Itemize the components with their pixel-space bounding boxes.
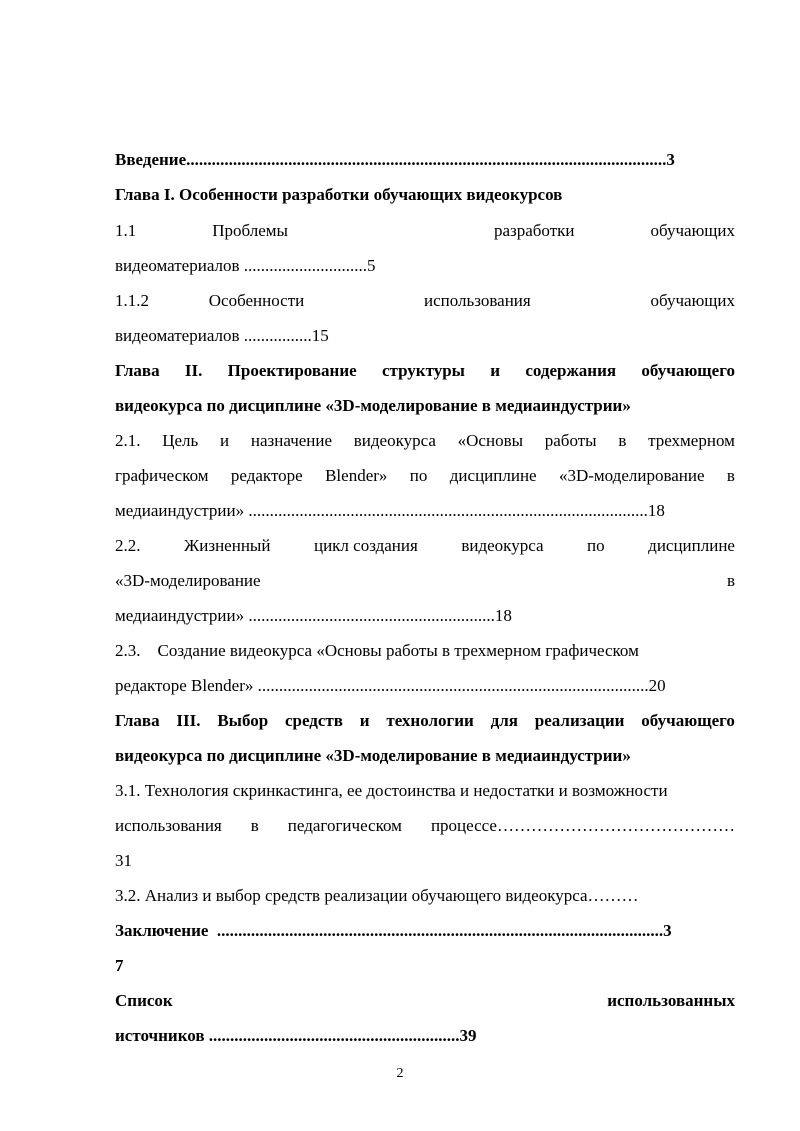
toc-word: обучающих	[650, 291, 735, 310]
toc-word: средств	[284, 711, 343, 730]
toc-word: 1.1	[115, 221, 137, 240]
toc-chapter-3-line2: видеокурса по дисциплине «3D-моделирование в медиаиндустрии»	[115, 746, 631, 765]
toc-intro: Введение.................................................................................................................3	[115, 150, 675, 169]
toc-word: содержания	[525, 361, 617, 380]
toc-word: в	[726, 466, 735, 485]
toc-word: обучающего	[641, 711, 735, 730]
toc-word: II.	[184, 361, 203, 380]
toc-chapter-2-line1	[115, 361, 735, 381]
toc-word: педагогическом	[287, 816, 402, 835]
toc-section-2-2-line2	[115, 571, 735, 591]
toc-word: использования	[423, 291, 531, 310]
toc-word: Особенности	[208, 291, 305, 310]
toc-word: Проблемы	[212, 221, 288, 240]
toc-conclusion-page: 7	[115, 956, 124, 975]
toc-word: 1.1.2	[115, 291, 149, 310]
toc-word: структуры	[381, 361, 465, 380]
toc-word: и	[359, 711, 370, 730]
toc-chapter-2-line2: видеокурса по дисциплине «3D-моделирование в медиаиндустрии»	[115, 396, 631, 415]
toc-section-2-1-line2	[115, 466, 735, 486]
toc-section-2-3-line2: редакторе Blender» ............................................................................................20	[115, 676, 666, 695]
toc-word: Список	[115, 991, 173, 1010]
toc-word: «3D-моделирование	[115, 571, 261, 590]
toc-section-3-2: 3.2. Анализ и выбор средств реализации обучающего видеокурса………	[115, 886, 639, 905]
toc-word: редакторе	[230, 466, 303, 485]
toc-word: дисциплине	[449, 466, 537, 485]
toc-section-1-1-line2: видеоматериалов .............................5	[115, 256, 376, 275]
toc-section-2-1-line3: медиаиндустрии» ..............................................................................................18	[115, 501, 665, 520]
toc-word: и	[490, 361, 501, 380]
toc-section-2-2-line3: медиаиндустрии» ..........................................................18	[115, 606, 512, 625]
toc-word: работы	[544, 431, 597, 450]
toc-references-line2: источников ...........................................................39	[115, 1026, 477, 1045]
toc-references-line1	[115, 991, 735, 1011]
toc-chapter-3-line1	[115, 711, 735, 731]
toc-word: в	[250, 816, 259, 835]
toc-word: в	[618, 431, 627, 450]
toc-word: назначение	[250, 431, 333, 450]
toc-word: 2.2.	[115, 536, 141, 555]
toc-section-2-3-line1: 2.3. Создание видеокурса «Основы работы в трехмерном графическом	[115, 641, 639, 660]
toc-section-1-1-2-line1	[115, 291, 735, 311]
toc-word: Цель	[162, 431, 199, 450]
toc-section-2-1-line1	[115, 431, 735, 451]
toc-word: цикл создания	[313, 536, 418, 555]
toc-word: Проектирование	[227, 361, 357, 380]
toc-word: «Основы	[457, 431, 524, 450]
toc-word: дисциплине	[648, 536, 735, 555]
toc-word: разработки	[493, 221, 575, 240]
toc-word: обучающих	[650, 221, 735, 240]
toc-word: обучающего	[641, 361, 735, 380]
toc-word: Глава	[115, 711, 160, 730]
toc-word: Выбор	[217, 711, 269, 730]
toc-section-3-1-page: 31	[115, 851, 132, 870]
toc-word: видеокурса	[461, 536, 544, 555]
toc-word: использования	[115, 816, 222, 835]
toc-conclusion-line1: Заключение .........................................................................................................3	[115, 921, 672, 940]
toc-word: для	[490, 711, 518, 730]
page-number: 2	[396, 1066, 404, 1081]
toc-section-2-2-line1	[115, 536, 735, 556]
toc-word: по	[409, 466, 428, 485]
toc-word: графическом	[115, 466, 209, 485]
toc-word: технологии	[386, 711, 474, 730]
toc-section-1-1-line1	[115, 221, 735, 241]
toc-word: III.	[176, 711, 201, 730]
toc-word: Blender»	[325, 466, 388, 485]
toc-word: по	[587, 536, 605, 555]
toc-word: в	[726, 571, 735, 590]
toc-section-3-1-line2	[115, 816, 735, 836]
toc-word: трехмерном	[648, 431, 735, 450]
toc-word: и	[220, 431, 230, 450]
toc-word: «3D-моделирование	[558, 466, 705, 485]
toc-word: Глава	[115, 361, 160, 380]
toc-word: видеокурса	[353, 431, 436, 450]
toc-section-1-1-2-line2: видеоматериалов ................15	[115, 326, 329, 345]
toc-chapter-1-title: Глава I. Особенности разработки обучающих видеокурсов	[115, 185, 563, 204]
toc-word: 2.1.	[115, 431, 141, 450]
toc-word: использованных	[607, 991, 735, 1010]
toc-word: Жизненный	[184, 536, 271, 555]
toc-section-3-1-line1: 3.1. Технология скринкастинга, ее достоинства и недостатки и возможности	[115, 781, 668, 800]
toc-word: реализации	[534, 711, 625, 730]
toc-word: процессе……………………………………	[430, 816, 735, 835]
